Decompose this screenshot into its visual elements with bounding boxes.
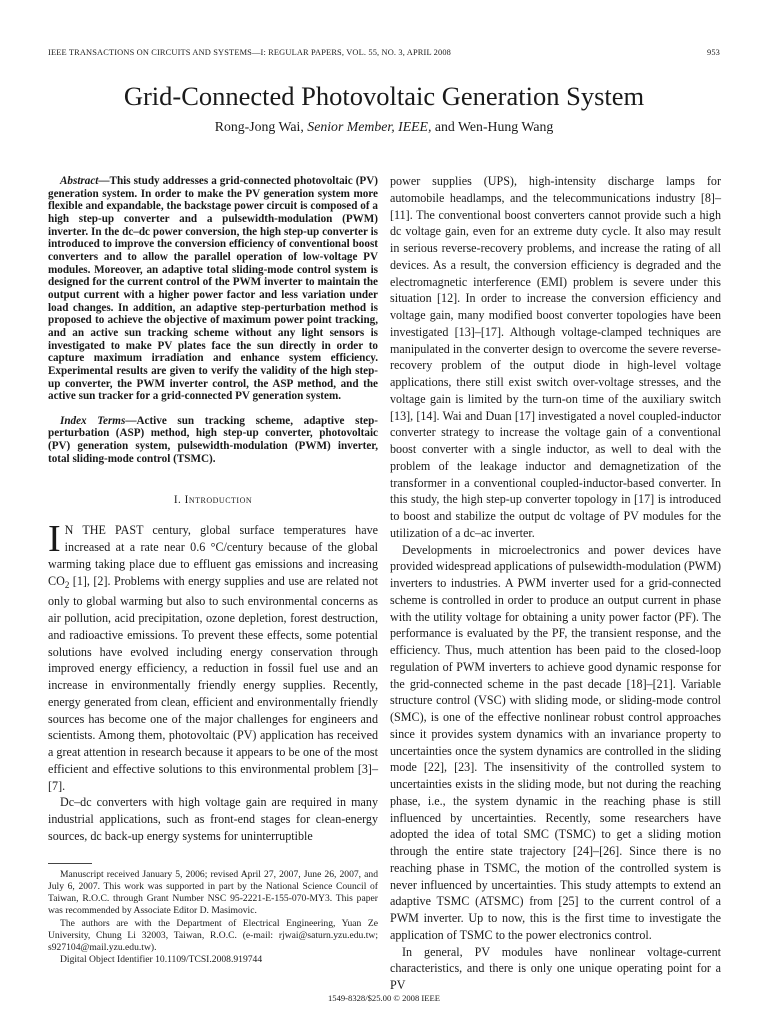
- right-paragraph-2: Developments in microelectronics and power devices have provided widespread applications of pulsewidth-modulation (PWM) inverters to industries. A PWM inverter used for a grid-connected scheme is controlled in order to produce an output current in phase with the utility voltage for obtaining a unity power factor (PF). The performance is evaluated by the PF, the transient response, and the efficiency. Thus, much attention has been paid to the closed-loop regulation of PWM inverters to achieve good dynamic response for the grid-connected scheme in the past decade [18]–[21]. Variable structure control (VSC) with sliding mode, or sliding-mode control (SMC), is one of the effective nonlinear robust control approaches since it provides system dynamics with an invariance property to uncertainties once the system dynamics are controlled in the sliding mode [22], [23]. The insensitivity of the controlled system to uncertainties exists in the sliding mode, but not during the reaching phase, i.e., the system dynamic in the reaching phase is still influenced by uncertainties. Recently, some researchers have adopted the idea of total SMC (TSMC) to get a sliding motion through the entire state trajectory [24]–[26]. Since there is no reaching phase in TSMC, the motion of the controlled system is never influenced by uncertainties. This study attempts to extend an adaptive TSMC (ATSMC) from [25] to the current control of a PWM inverter. Up to now, this is the first time to investigate the application of TSMC to the power electronics control.: [390, 542, 721, 942]
- paper-title: Grid-Connected Photovoltaic Generation System: [123, 81, 645, 111]
- author-conjunction: and: [434, 119, 455, 134]
- copyright-footer: 1549-8328/$25.00 © 2008 IEEE: [327, 993, 441, 1003]
- intro-paragraph-2: Dc–dc converters with high voltage gain are required in many industrial applications, such as front-end stages for clean-energy sources, dc back-up energy systems for uninterruptible: [48, 795, 378, 843]
- index-terms: [48, 415, 378, 466]
- section-numeral: I.: [173, 494, 182, 507]
- intro-paragraph-1: [48, 518, 378, 794]
- right-column: [390, 173, 721, 994]
- author-1-role: Senior Member, IEEE,: [307, 119, 432, 134]
- index-terms-text: —Active sun tracking scheme, adaptive step-perturbation (ASP) method, high step-up converter, photovoltaic (PV) generation system, pulsewidth-modulation (PWM) inverter, total sliding-mode control (TSMC).: [48, 414, 379, 465]
- footnote-affiliation: The authors are with the Department of Electrical Engineering, Yuan Ze University, Chung Li 32003, Taiwan, R.O.C. (e-mail: rjwai@saturn.yzu.edu.tw; s927104@mail.yzu.edu.tw).: [48, 917, 378, 953]
- section-name: Introduction: [184, 494, 253, 507]
- section-heading: [48, 494, 378, 506]
- intro-text-a: N THE PAST century, global surface temperatures have increased at a rate near 0.6 °C/century because of the global warming taking place due to effluent gas emissions and increasing CO: [48, 523, 378, 588]
- drop-cap: I: [48, 518, 61, 561]
- page-number: 953: [706, 48, 720, 57]
- running-header: [48, 48, 720, 57]
- author-line: [0, 119, 768, 135]
- footnotes: [48, 869, 378, 967]
- author-1: Rong-Jong Wai,: [214, 119, 304, 134]
- footnote-manuscript: Manuscript received January 5, 2006; revised April 27, 2007, June 26, 2007, and July 6, 2007. This work was supported in part by the National Science Council of Taiwan, R.O.C. through Grant Number NSC 95-2221-E-155-070-MY3. This paper was recommended by Associate Editor D. Masimovic.: [48, 868, 378, 917]
- journal-name: IEEE TRANSACTIONS ON CIRCUITS AND SYSTEMS—I: REGULAR PAPERS, VOL. 55, NO. 3, APRIL 2008: [48, 48, 451, 57]
- footnote-divider: [48, 863, 92, 864]
- abstract-lead: Abstract: [60, 175, 99, 187]
- index-terms-lead: Index Terms: [60, 414, 126, 427]
- intro-text-b: [1], [2]. Problems with energy supplies and use are related not only to global warming but also to such environmental concerns as air pollution, acid precipitation, ozone depletion, forest destruction, and radioactive emissions. To prevent these effects, some potential solutions have evolved including energy conservation through improved energy efficiency, a reduction in fossil fuel use and an increase in environmentally friendly energy supplies. Recently, energy generated from clean, efficient and environmentally friendly sources has become one of the major challenges for engineers and scientists. Among them, photovoltaic (PV) application has received a great attention in research because it appears to be one of the most efficient and effective solutions to this environmental problem [3]–[7].: [48, 573, 378, 793]
- footnote-doi: Digital Object Identifier 10.1109/TCSI.2008.919744: [60, 954, 263, 966]
- left-column: [48, 175, 378, 966]
- right-paragraph-1: power supplies (UPS), high-intensity discharge lamps for automobile headlamps, and the telecommunications industry [8]–[11]. The conventional boost converters cannot provide such a high dc voltage gain, even for an extreme duty cycle. It also may result in serious reverse-recovery problems, and increase the rating of all devices. As a result, the conversion efficiency is degraded and the electromagnetic interference (EMI) problem is severe under this situation [12]. In order to increase the conversion efficiency and voltage gain, many modified boost converter topologies have been investigated [13]–[17]. Although voltage-clamped techniques are manipulated in the converter design to overcome the severe reverse-recovery problem of the output diode in high-level voltage applications, there still exist switch over-voltage stresses, and the voltage gain is limited by the turn-on time of the auxiliary switch [13], [14]. Wai and Duan [17] investigated a novel coupled-inductor converter strategy to increase the voltage gain of a conventional boost converter with a single inductor, as well to deal with the problem of the leakage inductor and demagnetization of the transformer in a conventional coupled-inductor-based converter. In this study, the high step-up converter topology in [17] is introduced to boost and stabilize the output dc voltage of PV modules for the utilization of a dc–ac inverter.: [390, 174, 721, 540]
- right-paragraph-3: In general, PV modules have nonlinear voltage-current characteristics, and there is only one unique operating point for a PV: [390, 944, 721, 992]
- author-2: Wen-Hung Wang: [458, 119, 554, 134]
- abstract: [48, 175, 378, 403]
- abstract-text: —This study addresses a grid-connected photovoltaic (PV) generation system. In order to make the PV generation system more flexible and expandable, the backstage power circuit is composed of a high step-up converter and a pulsewidth-modulation (PWM) inverter. In the dc–dc power conversion, the high step-up converter is introduced to improve the conversion efficiency of conventional boost converters and to allow the parallel operation of low-voltage PV modules. Moreover, an adaptive total sliding-mode control system is designed for the current control of the PWM inverter to maintain the output current with a higher power factor and less variation under load changes. In addition, an adaptive step-perturbation method is proposed to achieve the objective of maximum power point tracking, and an active sun tracking scheme without any light sensors is investigated to make PV plates face the sun directly in order to capture maximum irradiation and enhance system efficiency. Experimental results are given to verify the validity of the high step-up converter, the PWM inverter control, the ASP method, and the active sun tracker for a grid-connected PV generation system.: [48, 175, 378, 403]
- co2-subscript: 2: [64, 579, 70, 590]
